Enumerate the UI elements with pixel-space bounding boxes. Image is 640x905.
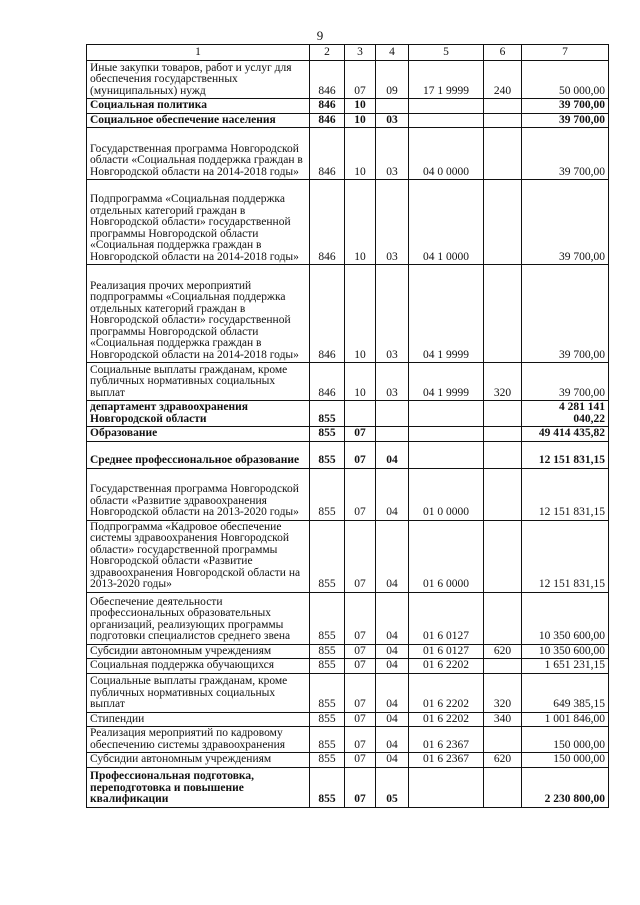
code-section: 07 bbox=[345, 767, 376, 807]
code-section: 07 bbox=[345, 644, 376, 659]
code-target: 01 6 2202 bbox=[409, 659, 484, 674]
code-ministry: 846 bbox=[310, 128, 345, 180]
row-amount: 10 350 600,00 bbox=[522, 592, 609, 644]
table-row bbox=[87, 712, 609, 727]
table-row bbox=[87, 401, 609, 427]
code-target: 04 1 9999 bbox=[409, 363, 484, 401]
table-row bbox=[87, 99, 609, 114]
table-row bbox=[87, 265, 609, 363]
code-subsection: 09 bbox=[376, 61, 409, 99]
column-header: 3 bbox=[345, 45, 376, 61]
code-expense-type bbox=[484, 441, 522, 468]
budget-table bbox=[86, 44, 609, 808]
code-ministry: 855 bbox=[310, 592, 345, 644]
code-target bbox=[409, 99, 484, 114]
code-target: 01 6 2202 bbox=[409, 712, 484, 727]
row-amount: 39 700,00 bbox=[522, 128, 609, 180]
row-amount: 1 001 846,00 bbox=[522, 712, 609, 727]
row-name: Социальное обеспечение населения bbox=[87, 113, 310, 128]
code-ministry: 855 bbox=[310, 673, 345, 712]
code-expense-type: 620 bbox=[484, 644, 522, 659]
code-section: 07 bbox=[345, 61, 376, 99]
row-name: Субсидии автономным учреждениям bbox=[87, 644, 310, 659]
code-target: 01 6 2202 bbox=[409, 673, 484, 712]
code-expense-type: 320 bbox=[484, 673, 522, 712]
row-name: Подпрограмма «Социальная поддержка отдельных категорий граждан в Новгородской области» государственной программы Новгородской области «Социальная поддержка граждан в Новгородской области на 2014-2018 годы» bbox=[87, 180, 310, 265]
code-target: 01 6 2367 bbox=[409, 753, 484, 768]
code-subsection: 03 bbox=[376, 265, 409, 363]
table-row bbox=[87, 592, 609, 644]
row-amount: 12 151 831,15 bbox=[522, 468, 609, 520]
code-ministry: 855 bbox=[310, 427, 345, 442]
code-target: 01 6 0127 bbox=[409, 592, 484, 644]
code-ministry: 855 bbox=[310, 727, 345, 753]
code-subsection: 04 bbox=[376, 712, 409, 727]
code-subsection: 04 bbox=[376, 441, 409, 468]
page-number: 9 bbox=[316, 28, 324, 43]
row-amount: 649 385,15 bbox=[522, 673, 609, 712]
row-amount: 39 700,00 bbox=[522, 180, 609, 265]
code-ministry: 846 bbox=[310, 363, 345, 401]
code-ministry: 855 bbox=[310, 712, 345, 727]
table-row bbox=[87, 363, 609, 401]
table-row bbox=[87, 767, 609, 807]
table-row bbox=[87, 61, 609, 99]
code-section: 07 bbox=[345, 659, 376, 674]
code-ministry: 855 bbox=[310, 767, 345, 807]
code-expense-type: 620 bbox=[484, 753, 522, 768]
table-row bbox=[87, 520, 609, 592]
column-header: 1 bbox=[87, 45, 310, 61]
row-name: Реализация прочих мероприятий подпрограммы «Социальная поддержка отдельных категорий граждан в Новгородской области» государственной программы Новгородской области «Социальная поддержка граждан в Новгородской области на 2014-2018 годы» bbox=[87, 265, 310, 363]
column-header: 7 bbox=[522, 45, 609, 61]
row-amount: 49 414 435,82 bbox=[522, 427, 609, 442]
code-section: 07 bbox=[345, 520, 376, 592]
code-subsection: 03 bbox=[376, 180, 409, 265]
table-row bbox=[87, 673, 609, 712]
row-amount: 150 000,00 bbox=[522, 753, 609, 768]
code-ministry: 855 bbox=[310, 401, 345, 427]
code-ministry: 855 bbox=[310, 753, 345, 768]
code-ministry: 846 bbox=[310, 180, 345, 265]
code-section: 10 bbox=[345, 363, 376, 401]
row-amount: 12 151 831,15 bbox=[522, 441, 609, 468]
table-row bbox=[87, 753, 609, 768]
code-target bbox=[409, 441, 484, 468]
table-row bbox=[87, 180, 609, 265]
code-section: 10 bbox=[345, 180, 376, 265]
code-expense-type: 320 bbox=[484, 363, 522, 401]
code-target: 01 6 2367 bbox=[409, 727, 484, 753]
code-subsection: 04 bbox=[376, 673, 409, 712]
column-header: 2 bbox=[310, 45, 345, 61]
table-row bbox=[87, 441, 609, 468]
code-target: 04 0 0000 bbox=[409, 128, 484, 180]
code-expense-type bbox=[484, 99, 522, 114]
code-target bbox=[409, 767, 484, 807]
row-name: департамент здравоохранения Новгородской области bbox=[87, 401, 310, 427]
column-header: 4 bbox=[376, 45, 409, 61]
row-name: Социальная поддержка обучающихся bbox=[87, 659, 310, 674]
code-ministry: 855 bbox=[310, 520, 345, 592]
code-subsection: 04 bbox=[376, 659, 409, 674]
row-name: Среднее профессиональное образование bbox=[87, 441, 310, 468]
code-subsection: 04 bbox=[376, 520, 409, 592]
code-target: 04 1 9999 bbox=[409, 265, 484, 363]
row-name: Государственная программа Новгородской области «Развитие здравоохранения Новгородской области на 2013-2020 годы» bbox=[87, 468, 310, 520]
code-section: 07 bbox=[345, 441, 376, 468]
code-subsection: 04 bbox=[376, 644, 409, 659]
row-name: Подпрограмма «Кадровое обеспечение системы здравоохранения Новгородской области» государственной программы Новгородской области «Развитие здравоохранения Новгородской области на 2013-2020 годы» bbox=[87, 520, 310, 592]
row-amount: 12 151 831,15 bbox=[522, 520, 609, 592]
row-amount: 2 230 800,00 bbox=[522, 767, 609, 807]
code-section: 10 bbox=[345, 265, 376, 363]
row-amount: 10 350 600,00 bbox=[522, 644, 609, 659]
table-row bbox=[87, 727, 609, 753]
code-section: 07 bbox=[345, 753, 376, 768]
code-expense-type bbox=[484, 520, 522, 592]
table-header-row bbox=[87, 45, 609, 61]
row-amount: 1 651 231,15 bbox=[522, 659, 609, 674]
code-target: 01 6 0000 bbox=[409, 520, 484, 592]
code-subsection: 04 bbox=[376, 468, 409, 520]
code-section: 07 bbox=[345, 712, 376, 727]
code-ministry: 855 bbox=[310, 659, 345, 674]
row-name: Социальная политика bbox=[87, 99, 310, 114]
code-ministry: 855 bbox=[310, 468, 345, 520]
code-ministry: 846 bbox=[310, 99, 345, 114]
code-subsection: 04 bbox=[376, 753, 409, 768]
code-expense-type bbox=[484, 265, 522, 363]
code-subsection: 04 bbox=[376, 727, 409, 753]
code-subsection bbox=[376, 99, 409, 114]
code-subsection bbox=[376, 427, 409, 442]
code-expense-type bbox=[484, 128, 522, 180]
column-header: 6 bbox=[484, 45, 522, 61]
code-ministry: 855 bbox=[310, 644, 345, 659]
code-subsection bbox=[376, 401, 409, 427]
row-amount: 50 000,00 bbox=[522, 61, 609, 99]
code-section: 07 bbox=[345, 468, 376, 520]
code-subsection: 03 bbox=[376, 113, 409, 128]
code-target: 17 1 9999 bbox=[409, 61, 484, 99]
table-row bbox=[87, 468, 609, 520]
code-section bbox=[345, 401, 376, 427]
code-expense-type bbox=[484, 401, 522, 427]
code-section: 07 bbox=[345, 727, 376, 753]
code-expense-type bbox=[484, 113, 522, 128]
code-ministry: 846 bbox=[310, 61, 345, 99]
code-section: 07 bbox=[345, 673, 376, 712]
table-row bbox=[87, 659, 609, 674]
table-row bbox=[87, 113, 609, 128]
row-amount: 150 000,00 bbox=[522, 727, 609, 753]
code-section: 10 bbox=[345, 128, 376, 180]
code-ministry: 846 bbox=[310, 113, 345, 128]
code-target bbox=[409, 401, 484, 427]
code-target: 01 6 0127 bbox=[409, 644, 484, 659]
code-section: 10 bbox=[345, 99, 376, 114]
row-name: Стипендии bbox=[87, 712, 310, 727]
table-row bbox=[87, 427, 609, 442]
row-amount: 4 281 141 040,22 bbox=[522, 401, 609, 427]
code-target bbox=[409, 427, 484, 442]
code-subsection: 05 bbox=[376, 767, 409, 807]
table-row bbox=[87, 128, 609, 180]
row-name: Профессиональная подготовка, переподготовка и повышение квалификации bbox=[87, 767, 310, 807]
code-expense-type bbox=[484, 659, 522, 674]
code-expense-type bbox=[484, 468, 522, 520]
code-target: 04 1 0000 bbox=[409, 180, 484, 265]
row-name: Государственная программа Новгородской области «Социальная поддержка граждан в Новгородской области на 2014-2018 годы» bbox=[87, 128, 310, 180]
code-ministry: 846 bbox=[310, 265, 345, 363]
column-header: 5 bbox=[409, 45, 484, 61]
code-section: 07 bbox=[345, 427, 376, 442]
row-name: Субсидии автономным учреждениям bbox=[87, 753, 310, 768]
row-amount: 39 700,00 bbox=[522, 99, 609, 114]
code-expense-type bbox=[484, 767, 522, 807]
code-subsection: 03 bbox=[376, 128, 409, 180]
code-target: 01 0 0000 bbox=[409, 468, 484, 520]
row-name: Реализация мероприятий по кадровому обеспечению системы здравоохранения bbox=[87, 727, 310, 753]
code-expense-type bbox=[484, 427, 522, 442]
code-expense-type bbox=[484, 592, 522, 644]
row-name: Социальные выплаты гражданам, кроме публичных нормативных социальных выплат bbox=[87, 363, 310, 401]
code-expense-type: 340 bbox=[484, 712, 522, 727]
row-name: Обеспечение деятельности профессиональных образовательных организаций, реализующих программы подготовки специалистов среднего звена bbox=[87, 592, 310, 644]
code-section: 10 bbox=[345, 113, 376, 128]
code-expense-type bbox=[484, 180, 522, 265]
row-name: Иные закупки товаров, работ и услуг для обеспечения государственных (муниципальных) нужд bbox=[87, 61, 310, 99]
table-row bbox=[87, 644, 609, 659]
code-expense-type: 240 bbox=[484, 61, 522, 99]
code-ministry: 855 bbox=[310, 441, 345, 468]
code-expense-type bbox=[484, 727, 522, 753]
code-subsection: 04 bbox=[376, 592, 409, 644]
row-amount: 39 700,00 bbox=[522, 363, 609, 401]
row-amount: 39 700,00 bbox=[522, 265, 609, 363]
row-amount: 39 700,00 bbox=[522, 113, 609, 128]
code-target bbox=[409, 113, 484, 128]
code-subsection: 03 bbox=[376, 363, 409, 401]
row-name: Социальные выплаты гражданам, кроме публичных нормативных социальных выплат bbox=[87, 673, 310, 712]
code-section: 07 bbox=[345, 592, 376, 644]
row-name: Образование bbox=[87, 427, 310, 442]
